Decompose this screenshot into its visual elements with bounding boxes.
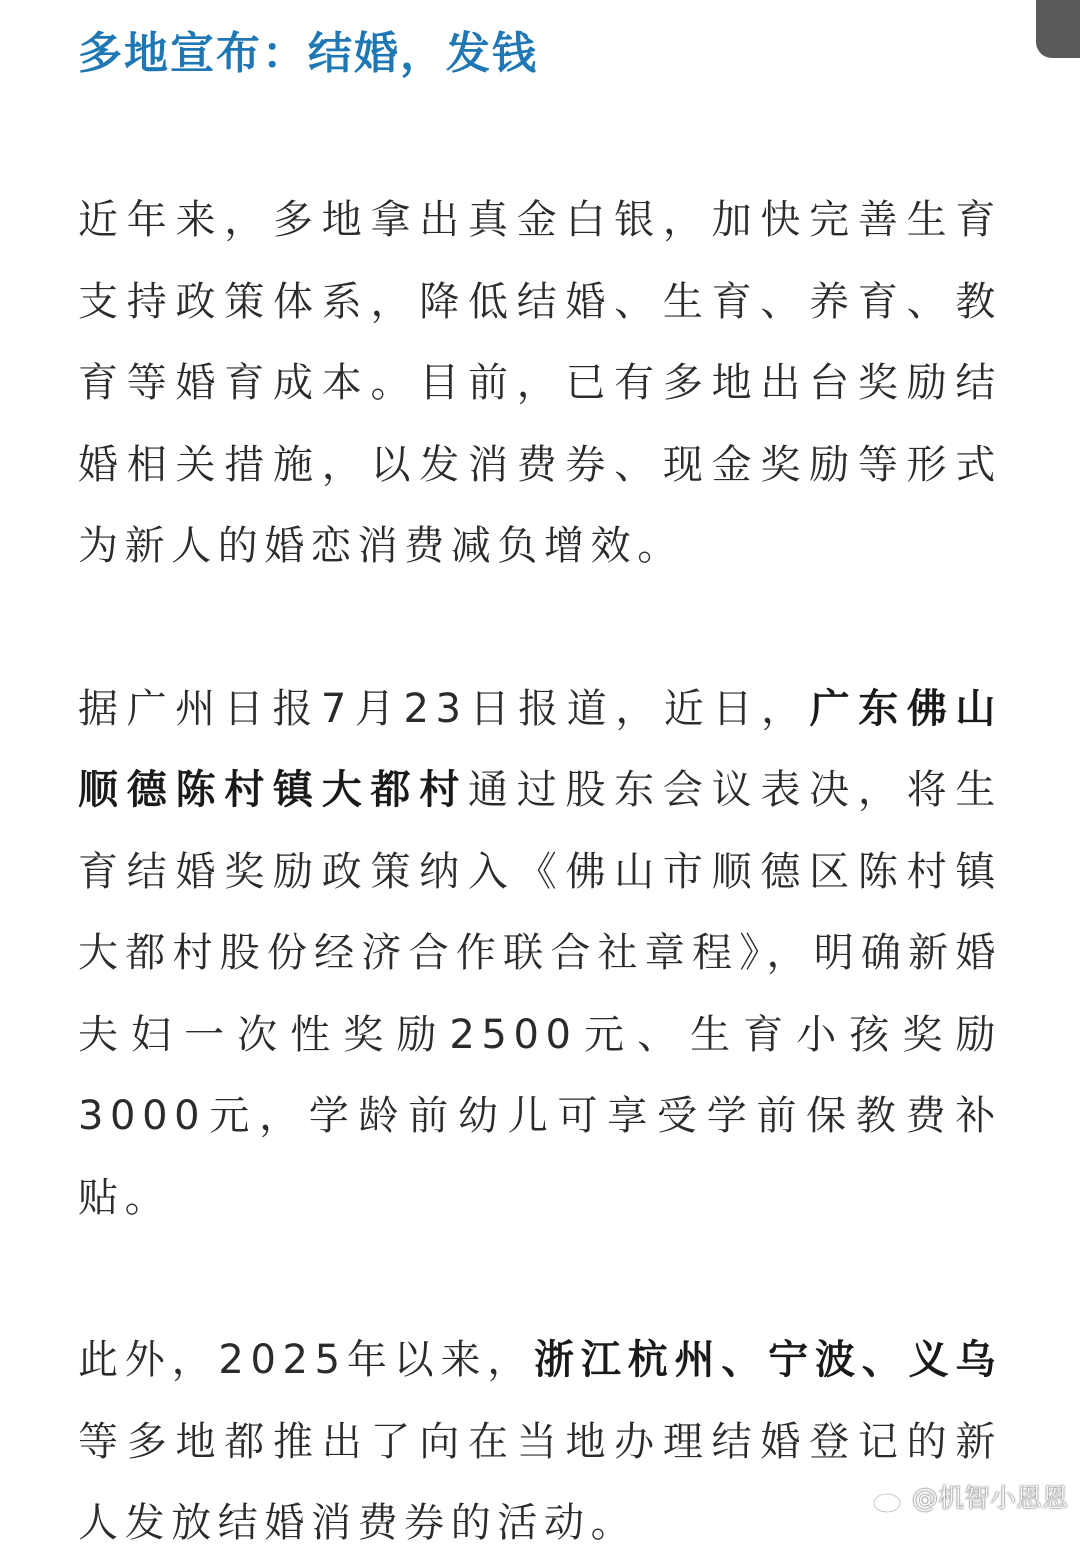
watermark-text: @机智小恩恩 xyxy=(911,1484,1068,1514)
paragraph-foshan-text-1: 据广州日报7月23日报道，近日， xyxy=(78,685,810,732)
article xyxy=(78,22,1002,1565)
paragraph-zhejiang xyxy=(78,1320,1002,1565)
paragraph-zhejiang-bold-locations: 浙江杭州、宁波、义乌 xyxy=(534,1337,1002,1383)
paragraph-foshan-text-2: 通过股东会议表决，将生育结婚奖励政策纳入《佛山市顺德区陈村镇大都村股份经济合作联合社章程》，明确新婚夫妇一次性奖励2500元、生育小孩奖励3000元，学龄前幼儿可享受学前保教费补贴。 xyxy=(78,767,1002,1221)
scroll-handle[interactable] xyxy=(1036,0,1080,58)
article-heading: 多地宣布：结婚，发钱 xyxy=(78,28,538,79)
watermark xyxy=(872,1479,1068,1519)
paragraph-foshan-bold-location: 广东佛山顺德陈村镇大都村 xyxy=(78,685,1002,813)
paragraph-foshan xyxy=(78,669,1002,1240)
paragraph-intro: 近年来，多地拿出真金白银，加快完善生育支持政策体系，降低结婚、生育、养育、教育等婚育成本。目前，已有多地出台奖励结婚相关措施，以发消费券、现金奖励等形式为新人的婚恋消费减负增效。 xyxy=(78,197,1002,569)
paragraph-zhejiang-text-2: 等多地都推出了向在当地办理结婚登记的新人发放结婚消费券的活动。 xyxy=(78,1418,1002,1546)
weibo-icon xyxy=(872,1484,906,1514)
paragraph-zhejiang-text-1: 此外，2025年以来， xyxy=(78,1337,535,1383)
